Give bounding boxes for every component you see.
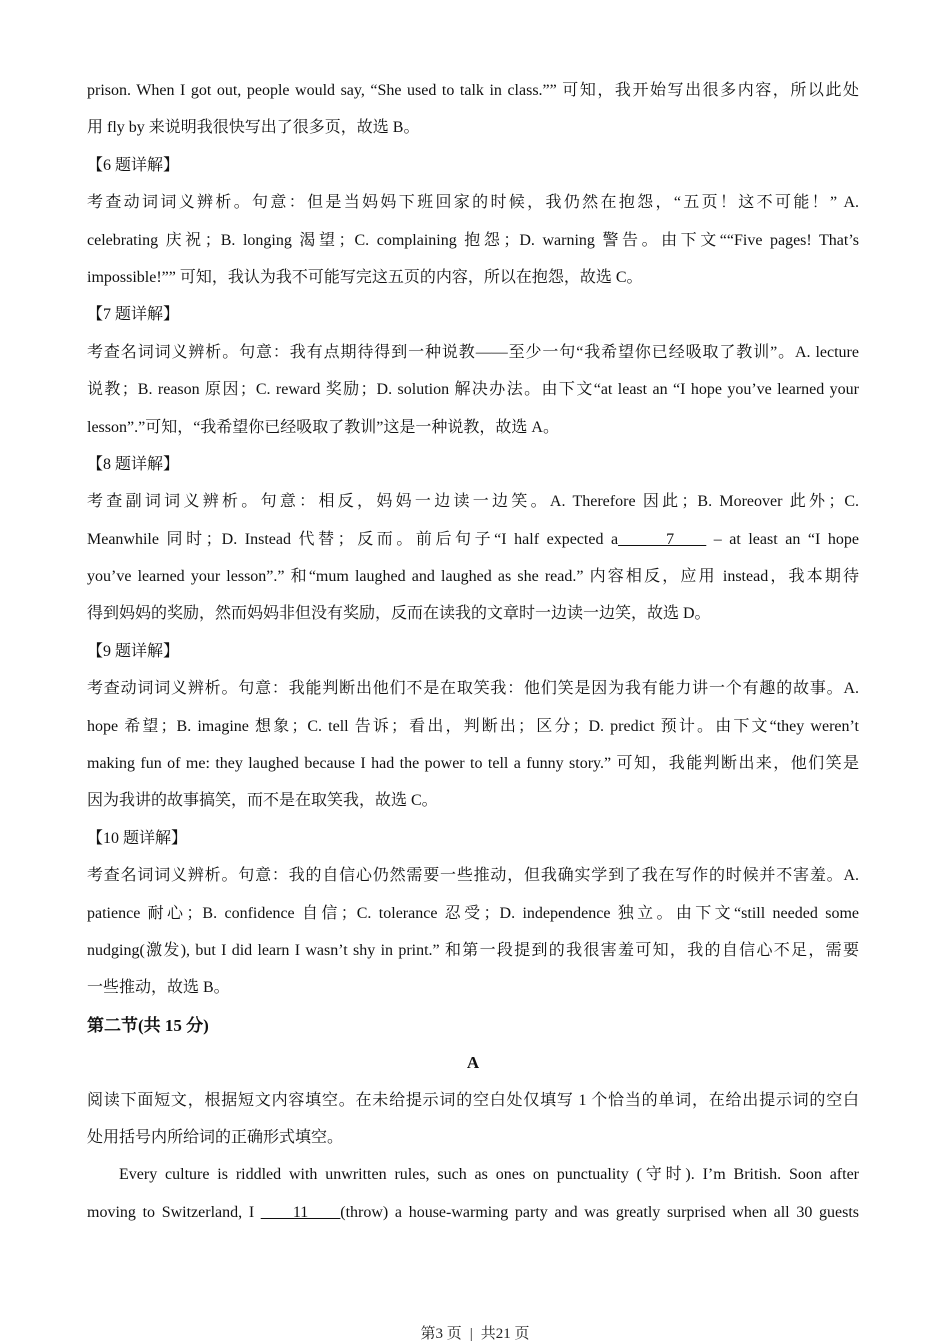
- text-line: nudging(激发), but I did learn I wasn’t shy in print.” 和第一段提到的我很害羞可知，我的自信心不足，需要: [87, 941, 859, 959]
- text-line: 考查名词词义辨析。句意：我有点期待得到一种说教——至少一句“我希望你已经吸取了教训”。A. lecture: [87, 343, 859, 361]
- instruction-line: 处用括号内所给词的正确形式填空。: [87, 1128, 344, 1146]
- passage-line: Every culture is riddled with unwritten rules, such as ones on punctuality (守时). I’m British. Soon after: [119, 1166, 859, 1184]
- text-segment: – at least an “I hope: [706, 530, 859, 548]
- blank-7: ______7____: [618, 530, 707, 548]
- text-segment: Meanwhile 同时；D. Instead 代替；反而。前后句子“I half expected a: [87, 530, 619, 548]
- text-line: 考查副词词义辨析。句意：相反，妈妈一边读一边笑。A. Therefore 因此；B. Moreover 此外；C.: [87, 493, 859, 511]
- passage-a-title: A: [466, 1053, 480, 1073]
- text-line: 一些推动，故选 B。: [87, 979, 230, 997]
- text-line: making fun of me: they laughed because I had the power to tell a funny story.” 可知，我能判断出来，他们笑是: [87, 755, 859, 773]
- question-8-heading: 【8 题详解】: [87, 455, 180, 473]
- text-line: lesson”.”可知，“我希望你已经吸取了教训”这是一种说教，故选 A。: [87, 418, 559, 436]
- instruction-line: 阅读下面短文，根据短文内容填空。在未给提示词的空白处仅填写 1 个恰当的单词，在给出提示词的空白: [87, 1091, 859, 1109]
- text-line: impossible!”” 可知，我认为我不可能写完这五页的内容，所以在抱怨，故选 C。: [87, 268, 643, 286]
- text-line: 考查动词词义辨析。句意：我能判断出他们不是在取笑我：他们笑是因为我有能力讲一个有趣的故事。A.: [87, 680, 859, 698]
- section-title: 第二节(共 15 分): [87, 1015, 209, 1035]
- text-line: celebrating 庆祝；B. longing 渴望；C. complaining 抱怨；D. warning 警告。由下文““Five pages! That’s: [87, 231, 859, 249]
- text-line: 考查名词词义辨析。句意：我的自信心仍然需要一些推动，但我确实学到了我在写作的时候并不害羞。A.: [87, 867, 859, 885]
- text-segment: (throw) a house-warming party and was greatly surprised when all 30 guests: [340, 1203, 859, 1221]
- text-line: prison. When I got out, people would say, “She used to talk in class.”” 可知，我开始写出很多内容，所以此处: [87, 82, 859, 99]
- text-line: [87, 521, 859, 558]
- text-line: you’ve learned your lesson”.” 和“mum laughed and laughed as she read.” 内容相反，应用 instead，我本期待: [87, 568, 859, 586]
- total-pages: 共21 页: [480, 1326, 530, 1342]
- passage-line: [87, 1194, 859, 1231]
- text-line: hope 希望；B. imagine 想象；C. tell 告诉；看出，判断出；区分；D. predict 预计。由下文“they weren’t: [87, 717, 859, 735]
- text-segment: moving to Switzerland, I: [87, 1203, 261, 1221]
- question-6-heading: 【6 题详解】: [87, 156, 180, 174]
- footer-separator: |: [469, 1326, 473, 1342]
- page-footer: [0, 1322, 950, 1343]
- text-line: patience 耐心；B. confidence 自信；C. tolerance 忍受；D. independence 独立。由下文“still needed some: [87, 904, 859, 922]
- page-number: 第3 页: [420, 1326, 462, 1342]
- text-line: 用 fly by 来说明我很快写出了很多页，故选 B。: [87, 119, 420, 137]
- document-body: [87, 72, 859, 1231]
- text-line: 考查动词词义辨析。句意：但是当妈妈下班回家的时候，我仍然在抱怨，“五页！这不可能！” A.: [87, 194, 859, 212]
- question-10-heading: 【10 题详解】: [87, 829, 188, 847]
- blank-11: ____11____: [260, 1203, 341, 1221]
- text-line: 因为我讲的故事搞笑，而不是在取笑我，故选 C。: [87, 792, 438, 810]
- question-9-heading: 【9 题详解】: [87, 642, 180, 660]
- question-7-heading: 【7 题详解】: [87, 306, 180, 324]
- text-line: 得到妈妈的奖励，然而妈妈非但没有奖励，反而在读我的文章时一边读一边笑，故选 D。: [87, 605, 711, 623]
- text-line: 说教；B. reason 原因；C. reward 奖励；D. solution 解决办法。由下文“at least an “I hope you’ve learned your: [87, 381, 859, 399]
